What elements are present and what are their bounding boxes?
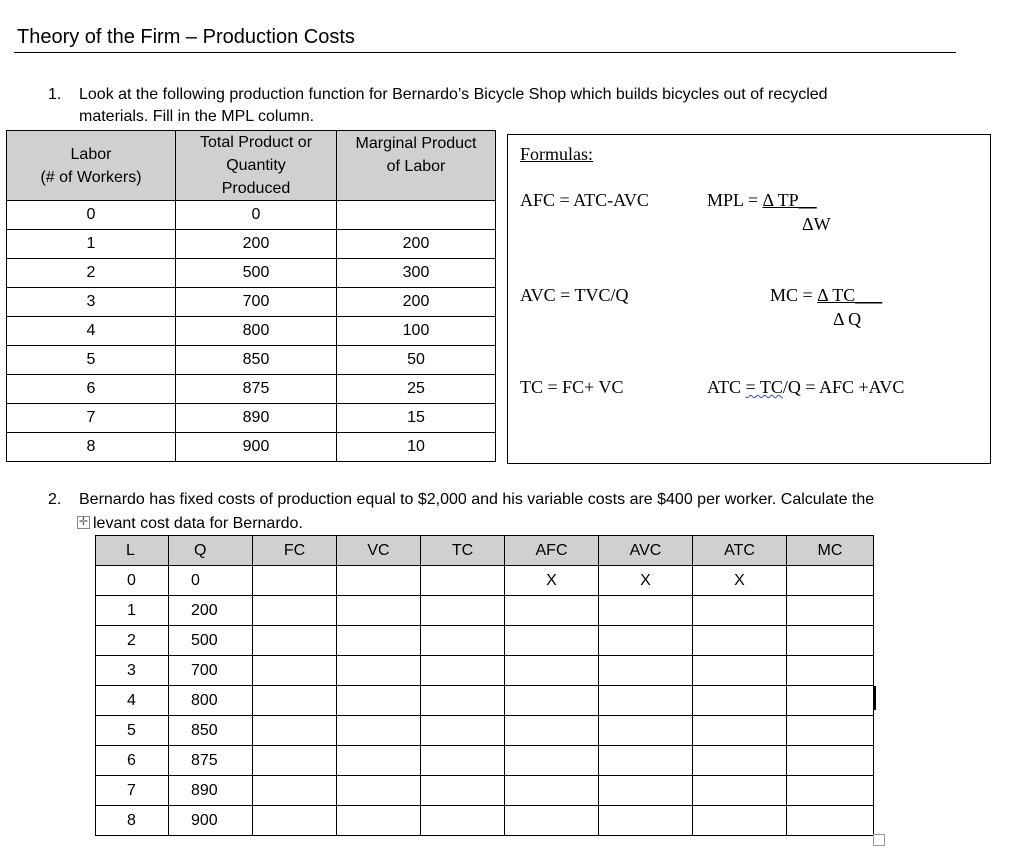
header-afc: AFC (505, 536, 599, 566)
question-2-text-line2: levant cost data for Bernardo. (93, 515, 303, 532)
formula-avc: AVC = TVC/Q (520, 285, 629, 305)
cell-l[interactable]: 2 (96, 626, 169, 656)
cost-table-row (96, 596, 874, 626)
cost-table-row (96, 746, 874, 776)
cell-marginal-product[interactable]: 200 (337, 288, 496, 317)
header-mpl-line2: of Labor (386, 158, 446, 175)
header-l: L (96, 536, 169, 566)
cell-vc[interactable] (337, 596, 421, 626)
production-table-row (7, 259, 496, 288)
cell-afc[interactable] (505, 746, 599, 776)
cell-fc[interactable] (253, 626, 337, 656)
cell-labor[interactable]: 1 (7, 230, 176, 259)
formula-atc-mid: = TC (745, 377, 783, 397)
cell-atc[interactable] (693, 656, 787, 686)
formulas-heading: Formulas: (520, 144, 594, 164)
cell-marginal-product[interactable]: 200 (337, 230, 496, 259)
cell-avc[interactable]: X (599, 566, 693, 596)
header-q: Q (169, 536, 253, 566)
cell-l[interactable]: 6 (96, 746, 169, 776)
formula-atc-rhs: /Q = AFC +AVC (782, 377, 905, 397)
cost-table-row (96, 686, 874, 716)
cell-labor[interactable]: 0 (7, 201, 176, 230)
cell-vc[interactable] (337, 776, 421, 806)
cell-tc[interactable] (421, 566, 505, 596)
cell-q[interactable]: 700 (169, 656, 253, 686)
cell-vc[interactable] (337, 656, 421, 686)
formula-tc: TC = FC+ VC (520, 377, 624, 397)
cell-afc[interactable]: X (505, 566, 599, 596)
cell-vc[interactable] (337, 806, 421, 836)
cell-total-product[interactable]: 850 (176, 346, 337, 375)
cell-vc[interactable] (337, 686, 421, 716)
cell-total-product[interactable]: 500 (176, 259, 337, 288)
production-table-row (7, 404, 496, 433)
formula-mc-lhs: MC = (770, 285, 818, 305)
cell-q[interactable]: 200 (169, 596, 253, 626)
cell-mc[interactable] (787, 746, 874, 776)
production-table-row (7, 317, 496, 346)
cell-marginal-product[interactable]: 25 (337, 375, 496, 404)
formula-mpl-lhs: MPL = (707, 190, 763, 210)
cell-vc[interactable] (337, 716, 421, 746)
cell-labor[interactable]: 6 (7, 375, 176, 404)
table-move-handle-icon[interactable]: ✛ (78, 516, 89, 528)
cell-atc[interactable] (693, 626, 787, 656)
page-title: Theory of the Firm – Production Costs (17, 26, 355, 48)
cell-tc[interactable] (421, 716, 505, 746)
cell-q[interactable]: 850 (169, 716, 253, 746)
formula-mc-denominator: Δ Q (833, 309, 862, 329)
cell-mc[interactable] (787, 776, 874, 806)
cell-l[interactable]: 7 (96, 776, 169, 806)
cost-table-header (96, 536, 874, 566)
cell-mc[interactable] (787, 596, 874, 626)
formula-afc: AFC = ATC-AVC (520, 190, 649, 210)
cell-atc[interactable]: X (693, 566, 787, 596)
cell-labor[interactable]: 8 (7, 433, 176, 462)
cell-tc[interactable] (421, 746, 505, 776)
cell-labor[interactable]: 3 (7, 288, 176, 317)
cell-q[interactable]: 875 (169, 746, 253, 776)
cell-atc[interactable] (693, 776, 787, 806)
cell-avc[interactable] (599, 716, 693, 746)
production-table-header (7, 131, 496, 201)
cell-avc[interactable] (599, 806, 693, 836)
cell-afc[interactable] (505, 686, 599, 716)
cell-atc[interactable] (693, 686, 787, 716)
cell-avc[interactable] (599, 626, 693, 656)
cost-table-row (96, 626, 874, 656)
formula-mpl-numerator-tail: __ (798, 190, 817, 210)
cell-labor[interactable]: 4 (7, 317, 176, 346)
header-mpl-line1: Marginal Product (355, 135, 477, 152)
production-table (6, 130, 496, 462)
cell-tc[interactable] (421, 656, 505, 686)
header-fc: FC (253, 536, 337, 566)
cell-marginal-product[interactable]: 300 (337, 259, 496, 288)
cell-mc[interactable] (787, 656, 874, 686)
cell-tc[interactable] (421, 806, 505, 836)
cell-afc[interactable] (505, 656, 599, 686)
cell-mc[interactable] (787, 566, 874, 596)
header-tp-line3: Produced (221, 180, 291, 197)
cell-total-product[interactable]: 900 (176, 433, 337, 462)
header-labor-line2: (# of Workers) (40, 168, 142, 186)
cell-l[interactable]: 3 (96, 656, 169, 686)
cell-mc[interactable] (787, 626, 874, 656)
formula-mpl (707, 190, 817, 211)
production-table-row (7, 288, 496, 317)
formula-atc-lhs: ATC (707, 377, 746, 397)
formula-mpl-denominator: ΔW (802, 214, 831, 234)
cell-avc[interactable] (599, 686, 693, 716)
formula-mc-numerator-tail: ___ (855, 285, 883, 305)
cell-fc[interactable] (253, 596, 337, 626)
cell-fc[interactable] (253, 686, 337, 716)
cell-avc[interactable] (599, 776, 693, 806)
cell-labor[interactable]: 2 (7, 259, 176, 288)
cell-vc[interactable] (337, 746, 421, 776)
cell-afc[interactable] (505, 716, 599, 746)
cell-vc[interactable] (337, 566, 421, 596)
cell-mc[interactable] (787, 716, 874, 746)
formula-mc (770, 285, 882, 306)
header-avc: AVC (599, 536, 693, 566)
cell-l[interactable]: 8 (96, 806, 169, 836)
cell-marginal-product[interactable]: 50 (337, 346, 496, 375)
question-1-text-line2: materials. Fill in the MPL column. (79, 108, 315, 125)
cell-fc[interactable] (253, 746, 337, 776)
header-labor (7, 131, 176, 201)
header-tp-line2: Quantity (226, 157, 286, 174)
question-2-text-line1: Bernardo has fixed costs of production equal to $2,000 and his variable costs are $400 per worker. Calculate the (79, 491, 875, 508)
header-labor-line1: Labor (70, 145, 112, 163)
production-table-row (7, 375, 496, 404)
cell-l[interactable]: 4 (96, 686, 169, 716)
cell-atc[interactable] (693, 596, 787, 626)
title-underline (14, 52, 956, 53)
cell-fc[interactable] (253, 566, 337, 596)
production-table-row (7, 346, 496, 375)
cost-table-row (96, 716, 874, 746)
cell-tc[interactable] (421, 596, 505, 626)
cell-tc[interactable] (421, 626, 505, 656)
cell-fc[interactable] (253, 806, 337, 836)
cell-l[interactable]: 1 (96, 596, 169, 626)
cost-table-row (96, 776, 874, 806)
cell-avc[interactable] (599, 656, 693, 686)
cell-afc[interactable] (505, 596, 599, 626)
question-1-number: 1. (48, 86, 62, 103)
cell-q[interactable]: 0 (169, 566, 253, 596)
production-table-row (7, 201, 496, 230)
cost-table-row (96, 566, 874, 596)
production-table-row (7, 433, 496, 462)
cell-total-product[interactable]: 700 (176, 288, 337, 317)
cell-q[interactable]: 890 (169, 776, 253, 806)
formula-mc-numerator: Δ TC (817, 285, 856, 305)
cell-fc[interactable] (253, 716, 337, 746)
formula-mpl-numerator: Δ TP (762, 190, 799, 210)
cell-afc[interactable] (505, 776, 599, 806)
cell-tc[interactable] (421, 776, 505, 806)
cell-avc[interactable] (599, 596, 693, 626)
table-resize-handle-icon[interactable] (873, 834, 885, 846)
cell-total-product[interactable]: 200 (176, 230, 337, 259)
production-table-row (7, 230, 496, 259)
cell-marginal-product[interactable]: 15 (337, 404, 496, 433)
cell-vc[interactable] (337, 626, 421, 656)
cell-total-product[interactable]: 890 (176, 404, 337, 433)
header-atc: ATC (693, 536, 787, 566)
cell-avc[interactable] (599, 746, 693, 776)
cell-total-product[interactable]: 875 (176, 375, 337, 404)
header-mc: MC (787, 536, 874, 566)
cell-q[interactable]: 900 (169, 806, 253, 836)
cell-marginal-product[interactable] (337, 201, 496, 230)
cell-l[interactable]: 0 (96, 566, 169, 596)
header-marginal-product (337, 131, 496, 201)
cell-q[interactable]: 800 (169, 686, 253, 716)
cost-table-row (96, 806, 874, 836)
cost-table (95, 535, 874, 836)
cell-labor[interactable]: 7 (7, 404, 176, 433)
cell-mc[interactable] (787, 686, 874, 716)
cell-atc[interactable] (693, 806, 787, 836)
cell-fc[interactable] (253, 656, 337, 686)
text-cursor (874, 686, 876, 710)
header-tp-line1: Total Product or (199, 134, 313, 151)
cell-total-product[interactable]: 0 (176, 201, 337, 230)
cost-table-row (96, 656, 874, 686)
question-2-number: 2. (48, 491, 62, 508)
cell-marginal-product[interactable]: 10 (337, 433, 496, 462)
cell-labor[interactable]: 5 (7, 346, 176, 375)
cell-afc[interactable] (505, 806, 599, 836)
cell-atc[interactable] (693, 716, 787, 746)
cell-mc[interactable] (787, 806, 874, 836)
cell-l[interactable]: 5 (96, 716, 169, 746)
question-1-text-line1: Look at the following production function for Bernardo’s Bicycle Shop which builds bicycles out of recycled (79, 86, 828, 103)
header-total-product (176, 131, 337, 201)
cell-total-product[interactable]: 800 (176, 317, 337, 346)
header-tc: TC (421, 536, 505, 566)
cell-marginal-product[interactable]: 100 (337, 317, 496, 346)
cell-q[interactable]: 500 (169, 626, 253, 656)
header-vc: VC (337, 536, 421, 566)
cell-atc[interactable] (693, 746, 787, 776)
cell-afc[interactable] (505, 626, 599, 656)
formulas-box (507, 134, 991, 464)
formula-atc (707, 377, 904, 398)
cell-fc[interactable] (253, 776, 337, 806)
cell-tc[interactable] (421, 686, 505, 716)
